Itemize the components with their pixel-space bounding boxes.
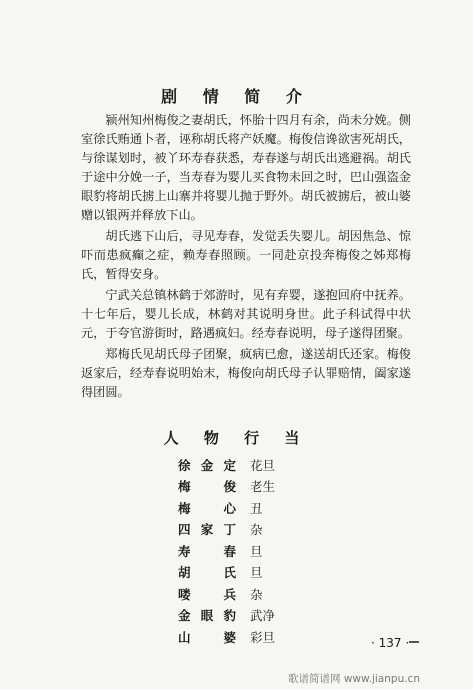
cast-name: 喽兵: [178, 586, 236, 602]
cast-role: 花旦: [250, 457, 276, 473]
cast-row: [178, 476, 338, 498]
cast-name: 胡氏: [178, 565, 236, 581]
cast-row: [178, 562, 338, 584]
synopsis-paragraph: 胡氏逃下山后，寻见寿春，发觉丢失婴儿。胡因焦急、惊吓而患疯癫之症，赖寿春照顾。一同赴京投奔梅俊之姊郑梅氏，暂得安身。: [81, 229, 411, 281]
cast-row: [178, 497, 338, 519]
cast-name: 寿春: [178, 543, 236, 559]
cast-role: 旦: [250, 543, 263, 559]
cast-name: 山婆: [178, 629, 236, 645]
cast-row: [178, 583, 338, 605]
cast-row: [178, 626, 338, 648]
cast-role: 杂: [250, 586, 263, 602]
cast-name: 梅心: [178, 500, 236, 516]
cast-role: 老生: [250, 479, 276, 495]
synopsis-paragraph: 宁武关总镇林鹤于郊游时，见有弃婴，遂抱回府中抚养。十七年后，婴儿长成，林鹤对其说明身世。此子科试得中状元，于夸官游街时，路遇疯妇。经寿春说明，母子遂得团聚。: [81, 288, 411, 340]
cast-role: 旦: [250, 565, 263, 581]
synopsis-body: [81, 111, 411, 404]
cast-row: [178, 454, 338, 476]
cast-role: 丑: [250, 500, 263, 516]
cast-name: 梅俊: [178, 479, 236, 495]
synopsis-paragraph: 颍州知州梅俊之妻胡氏，怀胎十四月有余，尚未分娩。侧室徐氏贿通卜者，诬称胡氏将产妖魔。梅俊信谗欲害死胡氏，与徐谋划时，被丫环寿春获悉，寿春遂与胡氏出逃避祸。胡氏于途中分娩一子，当寿春为婴儿买食物未回之时，巴山强盗金眼豹将胡氏掳上山寨并将婴儿抛于野外。胡氏被掳后，被山婆赠以银两并释放下山。: [81, 113, 411, 222]
cast-name: 徐金定: [178, 457, 236, 473]
synopsis-title: 剧 情 简 介: [161, 87, 312, 106]
cast-name: 金眼豹: [178, 608, 236, 624]
cast-role: 彩旦: [250, 629, 276, 645]
cast-role: 杂: [250, 522, 263, 538]
cast-name: 四家丁: [178, 522, 236, 538]
cast-title: 人 物 行 当: [163, 429, 310, 447]
footer-dash: [409, 641, 419, 643]
cast-row: [178, 519, 338, 541]
cast-role: 武净: [250, 608, 276, 624]
synopsis-paragraph: 郑梅氏见胡氏母子团聚，疯病已愈，遂送胡氏还家。梅俊返家后，经寿春说明始末，梅俊向胡氏母子认罪赔情，阖家遂得团圆。: [81, 347, 411, 399]
cast-row: [178, 605, 338, 627]
cast-list: [178, 454, 338, 648]
page-number: · 137 ·: [371, 636, 410, 650]
cast-row: [178, 540, 338, 562]
watermark: 歌谱简谱网 www.jianpu.cn: [288, 673, 420, 685]
